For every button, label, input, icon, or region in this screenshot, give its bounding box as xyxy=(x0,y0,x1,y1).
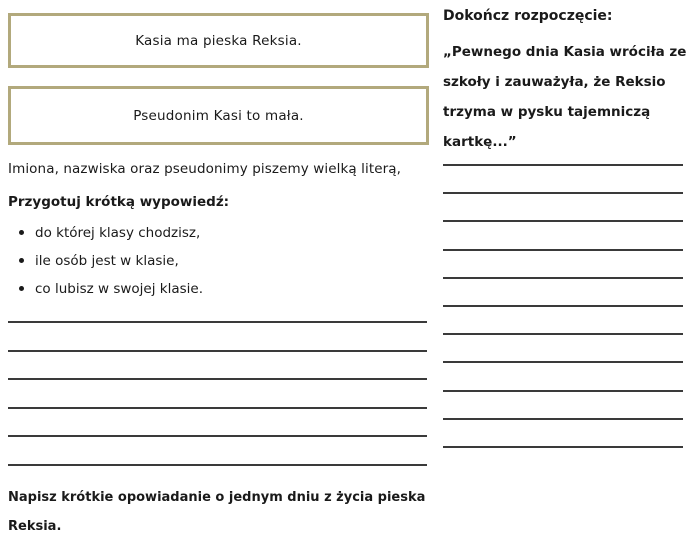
answer-line xyxy=(443,192,683,194)
bullet-text: co lubisz w swojej klasie. xyxy=(35,281,203,297)
answer-line xyxy=(8,407,427,409)
answer-line xyxy=(8,464,427,466)
answer-line xyxy=(8,321,427,323)
answer-line xyxy=(443,164,683,166)
bullet-dot-icon xyxy=(19,286,24,291)
example-box-2 xyxy=(8,86,429,145)
example-box-1-text: Kasia ma pieska Reksia. xyxy=(135,32,302,49)
quote-line: szkoły i zauważyła, że Reksio xyxy=(443,74,666,90)
answer-line xyxy=(8,435,427,437)
answer-line xyxy=(443,418,683,420)
bullet-text: do której klasy chodzisz, xyxy=(35,225,201,241)
bullet-item xyxy=(8,219,429,247)
task2-heading-line2: Reksia. xyxy=(8,519,62,534)
bullet-dot-icon xyxy=(19,258,24,263)
answer-line xyxy=(443,446,683,448)
answer-lines-left xyxy=(8,321,427,466)
task3-heading: Dokończ rozpoczęcie: xyxy=(443,8,613,24)
example-box-2-text: Pseudonim Kasi to mała. xyxy=(133,107,304,124)
bullet-dot-icon xyxy=(19,230,24,235)
bullet-item xyxy=(8,247,429,275)
bullet-text: ile osób jest w klasie, xyxy=(35,253,179,269)
answer-lines-right xyxy=(443,164,683,448)
quote-line: „Pewnego dnia Kasia wróciła ze xyxy=(443,44,687,60)
answer-line xyxy=(443,333,683,335)
right-column xyxy=(443,0,687,520)
left-column xyxy=(8,0,429,534)
story-starter-quote xyxy=(443,37,687,157)
answer-line xyxy=(443,277,683,279)
answer-line xyxy=(443,249,683,251)
quote-line: trzyma w pysku tajemniczą xyxy=(443,104,651,120)
task2-heading xyxy=(8,483,425,541)
answer-line xyxy=(443,361,683,363)
task1-heading: Przygotuj krótką wypowiedź: xyxy=(8,194,230,210)
answer-line xyxy=(443,305,683,307)
quote-line: kartkę...” xyxy=(443,134,517,150)
task1-bullet-list xyxy=(8,219,429,303)
capitalization-rule-text: Imiona, nazwiska oraz pseudonimy piszemy wielką literą, xyxy=(8,161,402,177)
answer-line xyxy=(443,220,683,222)
example-box-1 xyxy=(8,13,429,68)
answer-line xyxy=(8,378,427,380)
answer-line xyxy=(443,390,683,392)
bullet-item xyxy=(8,275,429,303)
answer-line xyxy=(8,350,427,352)
task2-heading-line1: Napisz krótkie opowiadanie o jednym dniu z życia pieska xyxy=(8,490,426,505)
